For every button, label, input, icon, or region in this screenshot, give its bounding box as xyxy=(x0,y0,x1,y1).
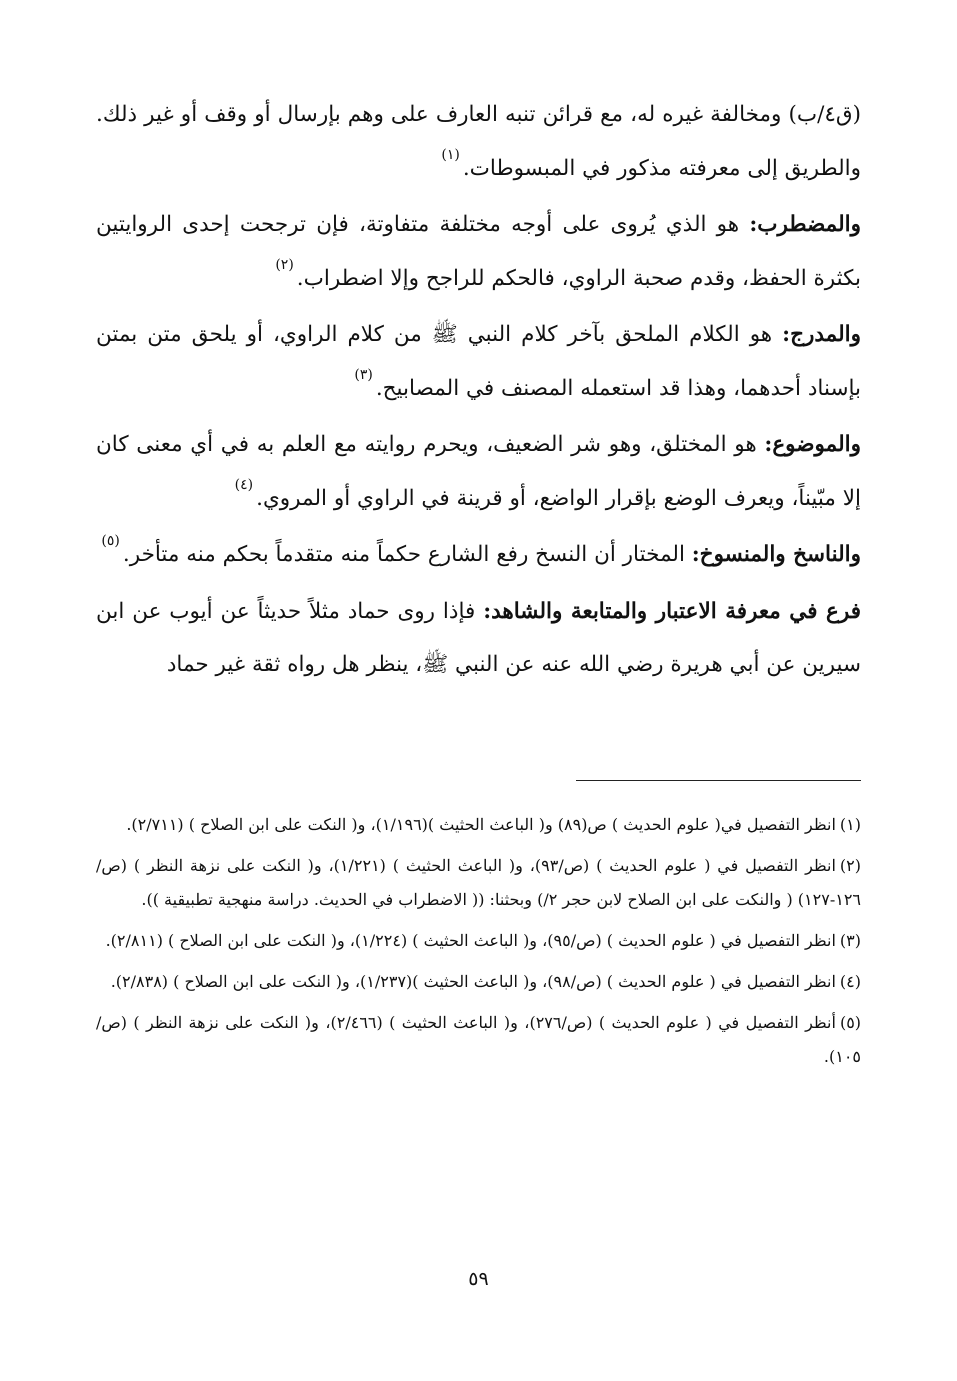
footnote-number: (١) xyxy=(839,815,861,834)
paragraph-text: المختار أن النسخ رفع الشارع حكماً منه متقدماً بحكم منه متأخر. xyxy=(122,542,692,567)
footnote-text: انظر التفصيل في ( علوم الحديث ) (ص/٩٣)، و( الباعث الحثيث ) (١/٢٢١)، و( النكت على نزهة النظر ) (ص/١٢٦-١٢٧) ( والنكت على ابن الصلاح لابن حجر ٢/) وبحثنا: (( الاضطراب في الحديث. دراسة منهجية تطبيقية )). xyxy=(96,856,861,909)
footnote-ref[interactable]: (٤) xyxy=(234,476,254,493)
footnote-separator xyxy=(576,780,861,781)
footnote-ref[interactable]: (٣) xyxy=(354,366,373,383)
footnote-item xyxy=(96,924,861,958)
term-heading: والناسخ والمنسوخ: xyxy=(691,542,861,567)
paragraph-mudtarib xyxy=(96,198,861,308)
term-heading: والموضوع: xyxy=(764,432,861,457)
footnote-ref[interactable]: (١) xyxy=(441,146,460,163)
footnote-ref[interactable]: (٢) xyxy=(275,256,294,273)
footnotes xyxy=(96,808,861,1081)
main-text xyxy=(96,88,861,692)
footnote-item xyxy=(96,965,861,999)
paragraph-text: هو المختلق، وهو شر الضعيف، ويحرم روايته مع العلم به في أي معنى كان إلا مبّيناً، ويعرف الوضع بإقرار الواضع، أو قرينة في الراوي أو المروي. xyxy=(96,432,861,511)
paragraph-mudraj xyxy=(96,308,861,418)
footnote-text: انظر التفصيل في ( علوم الحديث ) (ص/٩٨)، و( الباعث الحثيث )(١/٢٣٧)، و( النكت على ابن الصلاح ) (٢/٨٣٨). xyxy=(110,972,836,991)
footnote-number: (٢) xyxy=(839,856,862,875)
page-number: ٥٩ xyxy=(468,1268,489,1290)
paragraph-text: هو الذي يُروى على أوجه مختلفة متفاوتة، فإن ترجحت إحدى الروايتين بكثرة الحفظ، وقدم صحبة الراوي، فالحكم للراجح وإلا اضطراب. xyxy=(96,212,861,291)
term-heading: والمدرج: xyxy=(782,322,861,347)
paragraph-text: (ق٤/ب) ومخالفة غيره له، مع قرائن تنبه العارف على وهم بإرسال أو وقف أو غير ذلك. والطريق إلى معرفته مذكور في المبسوطات. xyxy=(96,102,861,181)
term-heading: فرع في معرفة الاعتبار والمتابعة والشاهد: xyxy=(483,598,861,624)
term-heading: والمضطرب: xyxy=(749,212,861,237)
paragraph-continuation xyxy=(96,88,861,198)
footnote-text: انظر التفصيل في( علوم الحديث ) ص(٨٩) و( الباعث الحثيث )(١/١٩٦)، و( النكت على ابن الصلاح ) (٢/٧١١). xyxy=(126,815,836,834)
paragraph-nasikh-mansukh xyxy=(96,528,861,585)
footnote-item xyxy=(96,808,861,842)
footnote-number: (٥) xyxy=(839,1013,862,1032)
paragraph-text: هو الكلام الملحق بآخر كلام النبي ﷺ من كلام الراوي، أو يلحق متن بمتن بإسناد أحدهما، وهذا قد استعمله المصنف في المصابيح. xyxy=(96,322,861,401)
footnote-item xyxy=(96,849,861,917)
paragraph-far xyxy=(96,585,861,692)
footnote-number: (٤) xyxy=(839,972,861,991)
footnote-number: (٣) xyxy=(839,931,861,950)
footnote-item xyxy=(96,1006,861,1074)
footnote-text: انظر التفصيل في ( علوم الحديث ) (ص/٩٥)، و( الباعث الحثيث ) (١/٢٢٤)، و( النكت على ابن الصلاح ) (٢/٨١١). xyxy=(105,931,836,950)
footnote-text: أنظر التفصيل في ( علوم الحديث ) (ص/٢٧٦)، و( الباعث الحثيث ) (٢/٤٦٦)، و( النكت على نزهة النظر ) (ص/١٠٥). xyxy=(96,1013,861,1066)
paragraph-text: فإذا روى حماد مثلاً حديثاً عن أيوب عن ابن سيرين عن أبي هريرة رضي الله عنه عن النبي ﷺ، ينظر هل رواه ثقة غير حماد xyxy=(96,598,861,677)
paragraph-mawdu xyxy=(96,418,861,528)
footnote-ref[interactable]: (٥) xyxy=(101,533,120,549)
